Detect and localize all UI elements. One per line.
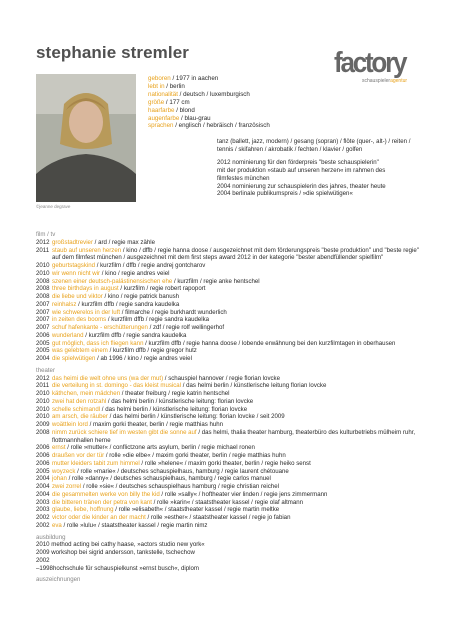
logo-subtitle: schauspieleragentur: [362, 78, 408, 84]
credit-row: [36, 382, 421, 390]
credit-row: [36, 309, 421, 317]
credit-info: / kino / regie patrick banush: [102, 293, 180, 300]
credit-year: 2007: [36, 308, 50, 316]
credit-details: [52, 301, 421, 309]
credit-details: [52, 499, 421, 507]
credit-title: nimm zurück schiere tief im westen gibt die sonne auf: [52, 428, 197, 436]
credit-details: [52, 514, 421, 522]
credit-details: [52, 468, 421, 476]
credit-info: / kurzfilm / regie anke hentschel: [172, 277, 260, 285]
credit-row: [36, 270, 421, 278]
credit-info: / filmarche / regie burkhardt wunderlich: [120, 308, 227, 316]
credit-info: / das helmi berlin / künstlerische leitung: florian lovcke / seit 2009: [107, 413, 285, 421]
credit-year: 2009: [36, 421, 50, 428]
credit-year: 2010: [36, 262, 50, 269]
credit-year: 2012: [36, 374, 50, 382]
credit-year: 2002: [36, 514, 50, 521]
theater-list: [36, 375, 421, 530]
credit-info: / kurzfilm dffb / regie sandra kaudelka: [83, 331, 187, 339]
credit-year: 2006: [36, 444, 50, 452]
credit-title: was gelebtem einem: [52, 347, 108, 355]
credit-details: [52, 278, 421, 286]
credit-row: [36, 522, 421, 530]
credit-title: zwei zorrel: [52, 483, 82, 490]
credit-row: [36, 506, 421, 514]
credit-details: [52, 406, 421, 414]
credit-year: 2004: [36, 475, 50, 483]
credit-year: 2004: [36, 490, 50, 498]
credit-info: / kino / dffb / regie hanna doose / ausgezeichnet mit dem förderungspreis "beste produktion" und "beste regie" auf dem filmfest münchen / ausgezeichnet mit dem first steps award 2012 in der kategorie "bester abendfüllender spielfilm": [52, 246, 419, 262]
credit-details: [52, 355, 421, 363]
credit-details: [52, 506, 421, 514]
nomination-line: 2004 nominierung zur schauspielerin des jahres, theater heute: [217, 182, 386, 190]
credit-details: [52, 347, 421, 355]
credit-title: das heimi die welt ohne uns (wa der mut): [52, 374, 164, 382]
credit-info: / rolle »elisabeth« / staatstheater kassel / regie martin meltke: [113, 506, 280, 514]
credit-year: 2004: [36, 355, 50, 362]
credit-year: 2007: [36, 316, 50, 324]
credit-title: woättlein lord: [52, 421, 88, 428]
credit-year: 2011: [36, 246, 50, 254]
credit-title: reinhalsz: [52, 300, 77, 308]
credit-title: die verteilung in st. domingo - das kleist musical: [52, 382, 182, 390]
credit-title: glaube, liebe, hoffnung: [52, 506, 114, 514]
credit-title: schelle schimandl: [52, 405, 101, 413]
fact-row: nationalität / deutsch / luxemburgisch: [148, 90, 250, 98]
credit-details: [52, 390, 421, 398]
credit-row: [36, 452, 421, 460]
credit-title: ernst: [52, 444, 66, 452]
nomination-line: 2012 nominierung für den förderpreis "beste schauspielerin": [217, 158, 379, 166]
credit-year: 2008: [36, 277, 50, 285]
credit-info: / theater freiburg / regie katrin hentschel: [120, 390, 230, 397]
portrait-image: [36, 74, 136, 202]
credit-details: [52, 444, 421, 452]
credit-title: wir wenn nicht wir: [52, 269, 101, 277]
credit-year: 2007: [36, 324, 50, 331]
credit-info: / rolle »lulu« / staatstheater kassel / regie martin nimz: [61, 521, 208, 529]
logo-wordmark: factory: [334, 47, 406, 79]
credit-title: schuf hafenkante - erschütterungen: [52, 324, 148, 331]
credit-info: / rolle »mutter« / conflictzone arts asylum, berlin / regie michael ronen: [65, 444, 255, 452]
credit-title: geburtstagskind: [52, 262, 96, 269]
credit-info: / kurzfilm dffb / regie gregor hutz: [107, 347, 197, 355]
credit-title: großstadtrevier: [52, 238, 93, 246]
credit-row: [36, 293, 421, 301]
skills-text: tanz (ballett, jazz, modern) / gesang (sopran) / flöte (quer-, alt-) / reiten / tennis / skifahren / akrobatik / fechten / klavier / golfen: [217, 138, 411, 153]
credit-row: [36, 475, 421, 483]
credit-info: / maxim gorki theater, berlin / regie matthias huhn: [87, 421, 224, 428]
credit-row: [36, 239, 421, 247]
credit-details: [52, 421, 421, 429]
credit-row: [36, 491, 421, 499]
credit-row: [36, 347, 421, 355]
credit-year: 2004: [36, 483, 50, 490]
credit-details: [52, 483, 421, 491]
credit-row: [36, 429, 421, 445]
film-list: [36, 239, 421, 363]
agency-logo: [334, 47, 414, 84]
credit-row: [36, 499, 421, 507]
credit-details: [52, 375, 421, 383]
education-line: 2009 workshop bei sigrid andersson, tankstelle, tschechow: [36, 549, 195, 556]
credit-row: [36, 316, 421, 324]
credit-info: / das helmi berlin / künstlerische leitung: florian lovcke: [100, 405, 248, 413]
credit-row: [36, 355, 421, 363]
section-heading-education: ausbildung: [36, 533, 66, 541]
credit-year: 2005: [36, 339, 50, 347]
fact-row: lebt in / berlin: [148, 82, 185, 90]
credit-details: [52, 293, 421, 301]
credit-info: / rolle »sally« / hoftheater vier linden / regie jens zimmermann: [159, 490, 328, 498]
credit-title: die spielwütigen: [52, 355, 96, 362]
credit-details: [52, 332, 421, 340]
credit-year: 2003: [36, 506, 50, 514]
credit-info: / ab 1996 / kino / regie andres veiel: [95, 355, 192, 362]
credit-info: / rolle »helene« / maxim gorki theater, berlin / regie heiko senst: [139, 459, 311, 467]
credit-details: [52, 262, 421, 270]
credit-row: [36, 262, 421, 270]
credit-details: [52, 324, 421, 332]
credit-year: 2006: [36, 459, 50, 467]
credit-year: 2010: [36, 405, 50, 413]
credit-details: [52, 429, 421, 445]
credit-title: szenen einer deutsch-palästinensischen ehe: [52, 277, 173, 285]
credit-title: johan: [52, 475, 67, 483]
credit-info: / das helmi, thalia theater hamburg, theaterbüro des kulturbetriebs mülheim ruhr, flottmannhallen herne: [52, 428, 416, 444]
credit-row: [36, 340, 421, 348]
credit-info: / rolle »sie« / deutsches schauspielhaus hamburg / regie christian reichel: [81, 483, 279, 490]
credit-details: [52, 382, 421, 390]
credit-info: / das helmi berlin / künstlerische leitung: florian lovcke: [106, 397, 254, 405]
credit-details: [52, 398, 421, 406]
page-title: stephanie stremler: [36, 43, 189, 62]
credit-row: [36, 278, 421, 286]
credit-year: 2010: [36, 413, 50, 421]
fact-row: geboren / 1977 in aachen: [148, 75, 219, 82]
credit-info: / das helmi berlin / künstlerische leitung florian lovcke: [181, 382, 327, 390]
section-heading-awards: auszeichnungen: [36, 576, 81, 584]
credit-row: [36, 375, 421, 383]
credit-year: 2002: [36, 521, 50, 529]
section-heading-film: film / tv: [36, 231, 56, 238]
credit-info: / kurzfilm dffb / regie sandra kaudelka: [76, 300, 180, 308]
credit-year: 2006: [36, 452, 50, 459]
credit-row: [36, 468, 421, 476]
credit-details: [52, 491, 421, 499]
credit-row: [36, 483, 421, 491]
credit-title: mutter kleiders tabit zum himmel: [52, 459, 140, 467]
credit-title: die bitteren tränen der petra von kant: [52, 498, 152, 506]
credit-details: [52, 475, 421, 483]
education-line: 2010 method acting bei cathy haase, »actors studio new york«: [36, 541, 205, 549]
credit-row: [36, 413, 421, 421]
credit-year: 2010: [36, 269, 50, 277]
fact-row: sprachen / englisch / hebräisch / französisch: [148, 122, 270, 130]
credit-title: wie schwerelos in der luft: [52, 308, 121, 316]
fact-row: haarfarbe / blond: [148, 106, 195, 114]
credit-row: [36, 421, 421, 429]
credit-info: / rolle »marie« / deutsches schauspielhaus, hamburg / regie laurent chétouane: [75, 467, 289, 475]
credit-year: 2010: [36, 390, 50, 397]
credit-row: [36, 301, 421, 309]
credit-title: in zeiten des booms: [52, 316, 107, 324]
education-list: [36, 541, 421, 572]
fact-row: augenfarbe / blau-grau: [148, 114, 211, 122]
credit-info: / kurzfilm dffb / regie hanna doose / lobende erwähnung bei den kurzfilmtagen in oberhausen: [143, 339, 396, 347]
credit-row: [36, 332, 421, 340]
credit-year: 2005: [36, 347, 50, 355]
credit-row: [36, 247, 421, 263]
nomination-line: mit der produktion »staub auf unseren herzen« im rahmen des: [217, 166, 386, 174]
credit-info: / kino / regie andres veiel: [100, 269, 170, 277]
credit-details: [52, 413, 421, 421]
credit-row: [36, 398, 421, 406]
credit-details: [52, 239, 421, 247]
credit-year: 2008: [36, 285, 50, 293]
credit-details: [52, 316, 421, 324]
credit-details: [52, 340, 421, 348]
credit-year: 2010: [36, 397, 50, 405]
credit-details: [52, 309, 421, 317]
nomination-line: 2004 berlinale publikumspreis / »die spielwütigen«: [217, 190, 353, 198]
credit-info: / schauspiel hannover / regie florian lovcke: [163, 374, 280, 382]
credit-row: [36, 444, 421, 452]
skills-and-nominations: [217, 138, 417, 198]
credit-details: [52, 247, 421, 263]
credit-title: die gesammelten werke von billy the kid: [52, 490, 160, 498]
nomination-line: filmfestes münchen: [217, 174, 270, 182]
credit-title: die liebe und viktor: [52, 293, 103, 300]
credit-info: / rolle »esther« / staatstheater kassel / regie jo fabian: [145, 514, 291, 521]
credit-info: / rolle »danny« / deutsches schauspielhaus, hamburg / regie carlos manuel: [66, 475, 271, 483]
credit-row: [36, 285, 421, 293]
credit-year: 2005: [36, 467, 50, 475]
credit-year: 2008: [36, 293, 50, 300]
credit-info: / ard / regie max zähle: [92, 238, 155, 246]
credit-title: eva: [52, 521, 62, 529]
education-line: 2002: [36, 556, 50, 564]
credit-title: three birthdays in august: [52, 285, 119, 293]
credit-details: [52, 270, 421, 278]
education-line: –1998hochschule für schauspielkunst »ernst busch«, diplom: [36, 564, 199, 572]
credit-details: [52, 285, 421, 293]
portrait-photo: [36, 74, 136, 202]
credit-title: wunderland: [52, 331, 84, 339]
credit-year: 2011: [36, 382, 50, 390]
credit-row: [36, 390, 421, 398]
photo-caption: ©jeanne degrave: [36, 204, 71, 209]
credit-title: am arsch, die räuber: [52, 413, 108, 421]
credit-info: / rolle »die elbe« / maxim gorki theater, berlin / regie matthias huhn: [104, 452, 286, 459]
credit-year: 2006: [36, 331, 50, 339]
credit-details: [52, 460, 421, 468]
credit-title: woyzeck: [52, 467, 76, 475]
credit-row: [36, 514, 421, 522]
fact-row: größe / 177 cm: [148, 98, 190, 106]
credit-title: victor oder die kinder an der macht: [52, 514, 146, 521]
credit-info: / kurzfilm / dffb / regie andrej gontcharov: [95, 262, 206, 269]
credit-details: [52, 522, 421, 530]
credit-info: / zdf / regie rolf wellingerhof: [147, 324, 225, 331]
credit-year: 2007: [36, 300, 50, 308]
section-heading-theater: theater: [36, 366, 55, 374]
resume-body: [36, 231, 421, 584]
credit-details: [52, 452, 421, 460]
credit-title: staub auf unseren herzen: [52, 246, 122, 254]
credit-row: [36, 324, 421, 332]
credit-row: [36, 406, 421, 414]
personal-facts: [148, 75, 270, 130]
credit-info: / kurzfilm / regie robert rapoport: [118, 285, 206, 293]
credit-year: 2012: [36, 238, 50, 246]
credit-info: / kurzfilm dffb / regie sandra kaudelka: [106, 316, 210, 324]
credit-title: gut möglich, dass ich fliegen kann: [52, 339, 144, 347]
credit-title: zwei hat den rotzahl: [52, 397, 107, 405]
credit-row: [36, 460, 421, 468]
credit-year: 2008: [36, 428, 50, 436]
credit-year: 2003: [36, 498, 50, 506]
credit-title: käthchen, mein mädchen: [52, 390, 121, 397]
credit-info: / rolle »karin« / staatstheater kassel / regie olaf altmann: [151, 498, 304, 506]
credit-title: draußen vor der tür: [52, 452, 105, 459]
